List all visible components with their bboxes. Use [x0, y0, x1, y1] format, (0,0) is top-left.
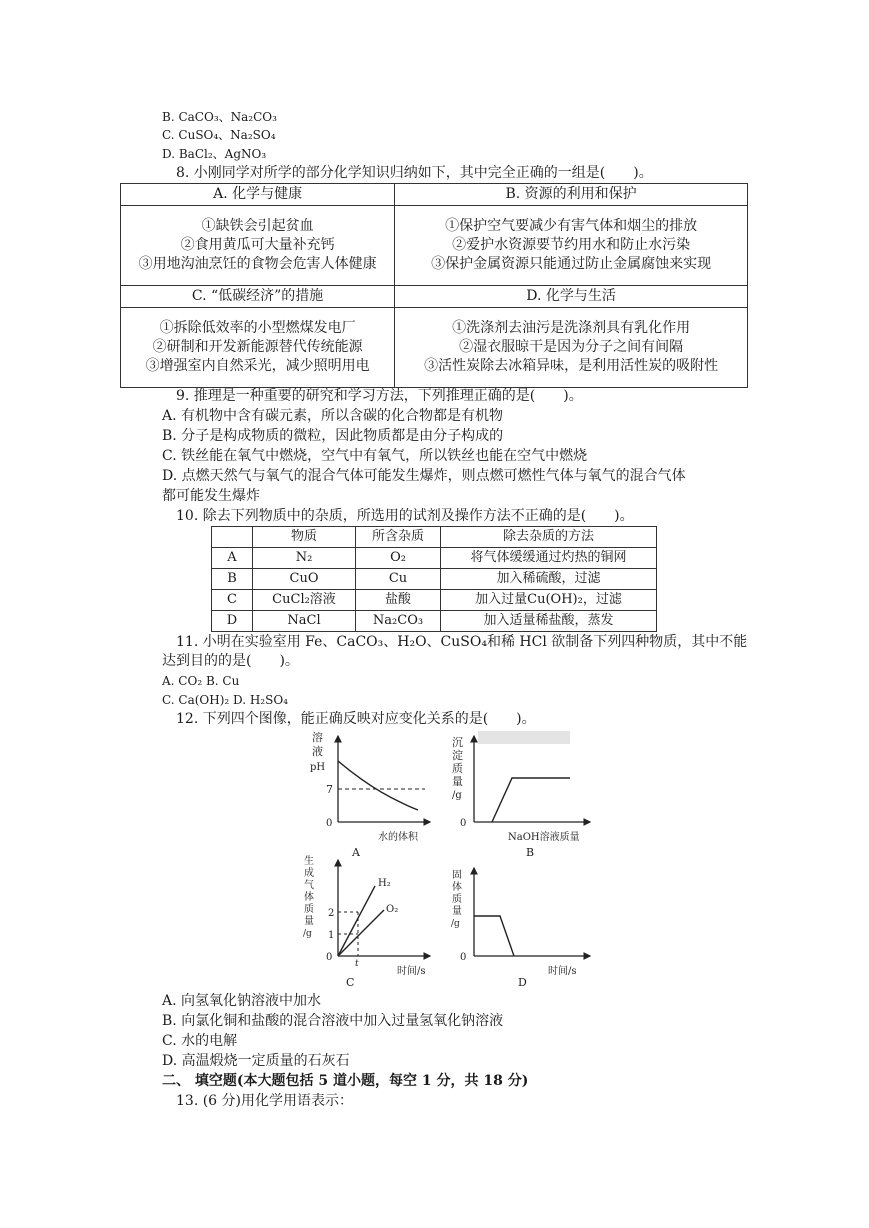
q9-option-a: A. 有机物中含有碳元素，所以含碳的化合物都是有机物: [162, 408, 504, 424]
graph-d-ylabel-3: 质: [452, 894, 462, 905]
q8-cell-a: ①缺铁会引起贫血 ②食用黄瓜可大量补充钙 ③用地沟油烹饪的食物会危害人体健康: [121, 206, 395, 286]
graph-a-ylabel-2: 液: [312, 745, 323, 758]
graph-c-ylabel-4: 体: [304, 892, 314, 903]
graph-a-ylabel-1: 溶: [312, 731, 323, 744]
graph-c-tick-1: 1: [328, 930, 335, 941]
q12-graph-figure: [300, 728, 610, 990]
graph-a: [310, 730, 430, 859]
q8-stem: 8. 小刚同学对所学的部分化学知识归纳如下，其中完全正确的一组是( )。: [176, 165, 653, 181]
q11-options-ab: A. CO₂ B. Cu: [162, 674, 240, 688]
graph-c-tag: C: [346, 976, 355, 989]
graph-c-ylabel-1: 生: [304, 856, 314, 867]
graph-b-origin: 0: [460, 818, 467, 829]
table-row: C CuCl₂溶液 盐酸 加入过量Cu(OH)₂，过滤: [212, 590, 657, 611]
q11-stem-cont: 达到目的的是( )。: [162, 653, 299, 669]
graph-c-h2-label: H₂: [378, 878, 391, 889]
q13-stem: 13. (6 分)用化学用语表示：: [176, 1093, 353, 1109]
q10-stem: 10. 除去下列物质中的杂质，所选用的试剂及操作方法不正确的是( )。: [176, 508, 634, 524]
graph-a-ylabel-3: pH: [310, 762, 326, 773]
graph-c-ylabel-6: 量: [304, 916, 314, 927]
q9-option-c: C. 铁丝能在氧气中燃烧，空气中有氧气，所以铁丝也能在空气中燃烧: [162, 448, 588, 464]
graph-b-ylabel-5: /g: [452, 790, 462, 801]
q8-header-a: A. 化学与健康: [121, 184, 395, 206]
table-row: D NaCl Na₂CO₃ 加入适量稀盐酸，蒸发: [212, 611, 657, 632]
q12-option-d: D. 高温煅烧一定质量的石灰石: [162, 1053, 350, 1069]
q7-option-d: D. BaCl₂、AgNO₃: [162, 147, 267, 161]
table-row: B CuO Cu 加入稀硫酸，过滤: [212, 569, 657, 590]
q10-impurity-table: [211, 526, 657, 632]
graph-d-origin: 0: [460, 952, 467, 963]
graph-b-tag: B: [526, 846, 535, 859]
q12-option-c: C. 水的电解: [162, 1033, 238, 1049]
q8-header-b: B. 资源的利用和保护: [395, 184, 748, 206]
graph-d-ylabel-2: 体: [452, 882, 462, 893]
q12-stem: 12. 下列四个图像，能正确反映对应变化关系的是( )。: [176, 711, 536, 727]
blurred-header: [478, 731, 570, 744]
graph-b-xlabel: NaOH溶液质量: [508, 832, 580, 843]
graph-c: [303, 854, 430, 989]
q7-option-b: B. CaCO₃、Na₂CO₃: [162, 110, 277, 124]
graph-c-xlabel: 时间/s: [397, 966, 426, 977]
graph-c-xtick: t: [355, 959, 359, 969]
q8-cell-b: ①保护空气要减少有害气体和烟尘的排放 ②爱护水资源要节约用水和防止水污染 ③保护金属资源只能通过防止金属腐蚀来实现: [395, 206, 748, 286]
q8-cell-d: ①洗涤剂去油污是洗涤剂具有乳化作用 ②湿衣服晾干是因为分子之间有间隔 ③活性炭除去冰箱异味，是利用活性炭的吸附性: [395, 308, 748, 388]
q12-option-b: B. 向氯化铜和盐酸的混合溶液中加入过量氢氧化钠溶液: [162, 1013, 504, 1029]
graph-a-tag: A: [352, 846, 360, 859]
graph-c-o2-label: O₂: [386, 904, 399, 915]
graph-d-ylabel-1: 固: [452, 870, 462, 881]
graph-d-ylabel-4: 量: [452, 906, 462, 917]
graph-b-ylabel-2: 淀: [452, 749, 463, 762]
graph-c-ylabel-7: /g: [303, 929, 312, 939]
graph-b-ylabel-3: 质: [452, 762, 463, 775]
q7-option-c: C. CuSO₄、Na₂SO₄: [162, 128, 276, 142]
q9-option-d: D. 点燃天然气与氧气的混合气体可能发生爆炸，则点燃可燃性气体与氧气的混合气体: [162, 468, 686, 484]
graph-c-tick-2: 2: [328, 908, 335, 919]
graph-d: [451, 868, 590, 989]
graph-d-ylabel-5: /g: [451, 919, 460, 929]
graph-d-xlabel: 时间/s: [548, 966, 577, 977]
q11-options-cd: C. Ca(OH)₂ D. H₂SO₄: [162, 693, 288, 707]
q11-stem: 11. 小明在实验室用 Fe、CaCO₃、H₂O、CuSO₄和稀 HCl 欲制备下列四种物质，其中不能: [176, 634, 748, 650]
graph-b: [452, 731, 590, 859]
q9-stem: 9. 推理是一种重要的研究和学习方法，下列推理正确的是( )。: [176, 388, 583, 404]
q8-knowledge-table: [120, 183, 748, 388]
q9-option-b: B. 分子是构成物质的微粒，因此物质都是由分子构成的: [162, 428, 504, 444]
graph-c-origin: 0: [326, 952, 333, 963]
table-row: A N₂ O₂ 将气体缓缓通过灼热的铜网: [212, 548, 657, 569]
table-row: 物质 所含杂质 除去杂质的方法: [212, 527, 657, 548]
q12-option-a: A. 向氢氧化钠溶液中加水: [162, 993, 322, 1009]
q8-header-d: D. 化学与生活: [395, 286, 748, 308]
graph-c-ylabel-3: 气: [304, 880, 314, 891]
graph-d-tag: D: [518, 976, 527, 989]
graph-b-ylabel-1: 沉: [452, 736, 463, 749]
graph-a-origin: 0: [326, 818, 333, 829]
q8-header-c: C. “低碳经济”的措施: [121, 286, 395, 308]
graph-b-ylabel-4: 量: [452, 775, 463, 788]
section-2-heading: 二、 填空题(本大题包括 5 道小题，每空 1 分，共 18 分): [162, 1073, 529, 1089]
q9-option-d-cont: 都可能发生爆炸: [162, 488, 260, 504]
graph-c-ylabel-2: 成: [304, 868, 314, 879]
graph-a-xlabel: 水的体积: [378, 832, 418, 843]
q8-cell-c: ①拆除低效率的小型燃煤发电厂 ②研制和开发新能源替代传统能源 ③增强室内自然采光，减少照明用电: [121, 308, 395, 388]
graph-c-ylabel-5: 质: [304, 904, 314, 915]
graph-a-ref-label: 7: [326, 783, 333, 796]
